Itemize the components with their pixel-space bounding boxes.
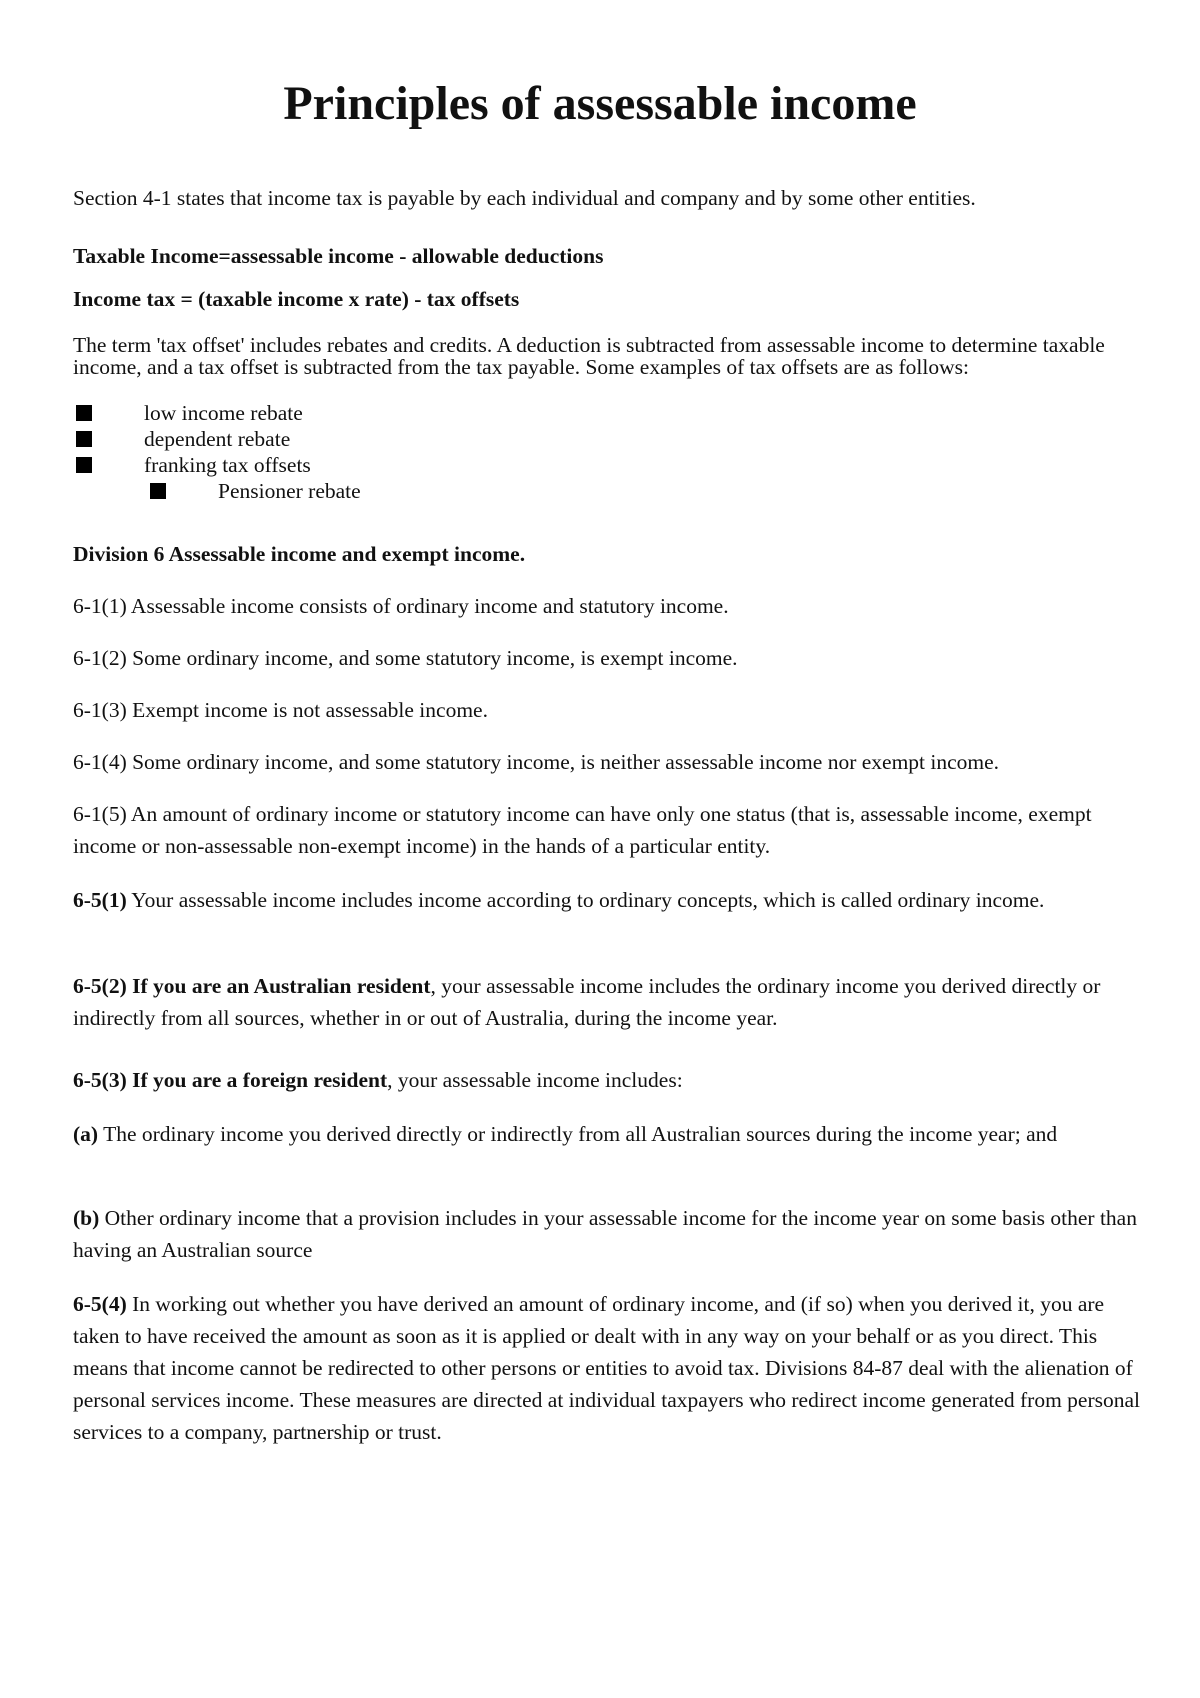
- square-bullet-icon: [76, 431, 92, 447]
- offset-list-item-nested: [150, 478, 361, 504]
- offset-label: low income rebate: [144, 401, 303, 425]
- intro-paragraph: Section 4-1 states that income tax is payable by each individual and company and by some other entities.: [73, 186, 976, 210]
- section-6-5-2: [73, 970, 1143, 1034]
- offset-list-item: [76, 426, 290, 452]
- page-title: Principles of assessable income: [283, 77, 917, 130]
- section-6-5-2-text: , your assessable income includes the ordinary income you derived directly or indirectly from all sources, whether in or out of Australia, during the income year.: [73, 974, 1101, 1030]
- section-6-5-3-b: [73, 1202, 1143, 1266]
- offset-list-item: [76, 452, 311, 478]
- section-6-5-2-label: 6-5(2) If you are an Australian resident: [73, 974, 431, 998]
- offset-list-item: [76, 400, 303, 426]
- section-6-1-4: 6-1(4) Some ordinary income, and some statutory income, is neither assessable income nor exempt income.: [73, 750, 1000, 774]
- section-6-5-4-label: 6-5(4): [73, 1292, 127, 1316]
- section-6-5-4: [73, 1288, 1143, 1448]
- section-6-5-3-label: 6-5(3) If you are a foreign resident: [73, 1068, 388, 1092]
- section-6-5-3-a: [73, 1118, 1143, 1150]
- section-6-5-3: [73, 1064, 1143, 1096]
- section-6-1-3: 6-1(3) Exempt income is not assessable income.: [73, 698, 488, 722]
- division-heading: Division 6 Assessable income and exempt income.: [73, 542, 526, 566]
- section-6-5-3-text: , your assessable income includes:: [387, 1068, 683, 1092]
- offset-label: Pensioner rebate: [218, 479, 361, 503]
- section-6-1-5: 6-1(5) An amount of ordinary income or statutory income can have only one status (that is, assessable income, exempt income or non-assessable non-exempt income) in the hands of a particular entity.: [73, 802, 1092, 858]
- section-6-5-1-text: Your assessable income includes income according to ordinary concepts, which is called ordinary income.: [126, 888, 1045, 912]
- offset-label: dependent rebate: [144, 427, 291, 451]
- section-6-5-3-b-text: Other ordinary income that a provision includes in your assessable income for the income year on some basis other than having an Australian source: [73, 1206, 1137, 1262]
- offset-label: franking tax offsets: [144, 453, 311, 477]
- taxable-income-formula: Taxable Income=assessable income - allowable deductions: [73, 244, 604, 268]
- section-6-5-3-a-label: (a): [73, 1122, 99, 1146]
- section-6-5-3-a-text: The ordinary income you derived directly or indirectly from all Australian sources during the income year; and: [98, 1122, 1058, 1146]
- section-6-5-1-label: 6-5(1): [73, 888, 127, 912]
- income-tax-formula: Income tax = (taxable income x rate) - tax offsets: [73, 287, 520, 311]
- section-6-5-3-b-label: (b): [73, 1206, 100, 1230]
- section-6-1-2: 6-1(2) Some ordinary income, and some statutory income, is exempt income.: [73, 646, 738, 670]
- square-bullet-icon: [76, 405, 92, 421]
- section-6-1-1: 6-1(1) Assessable income consists of ordinary income and statutory income.: [73, 594, 729, 618]
- tax-offset-paragraph: The term 'tax offset' includes rebates and credits. A deduction is subtracted from assessable income to determine taxable income, and a tax offset is subtracted from the tax payable. Some examples of tax offsets are as follows:: [73, 333, 1105, 379]
- square-bullet-icon: [76, 457, 92, 473]
- square-bullet-icon: [150, 483, 166, 499]
- section-6-5-4-text: In working out whether you have derived an amount of ordinary income, and (if so) when you derived it, you are taken to have received the amount as soon as it is applied or dealt with in any way on your behalf or as you direct. This means that income cannot be redirected to other persons or entities to avoid tax. Divisions 84-87 deal with the alienation of personal services income. These measures are directed at individual taxpayers who redirect income generated from personal services to a company, partnership or trust.: [73, 1292, 1141, 1444]
- section-6-5-1: [73, 884, 1143, 916]
